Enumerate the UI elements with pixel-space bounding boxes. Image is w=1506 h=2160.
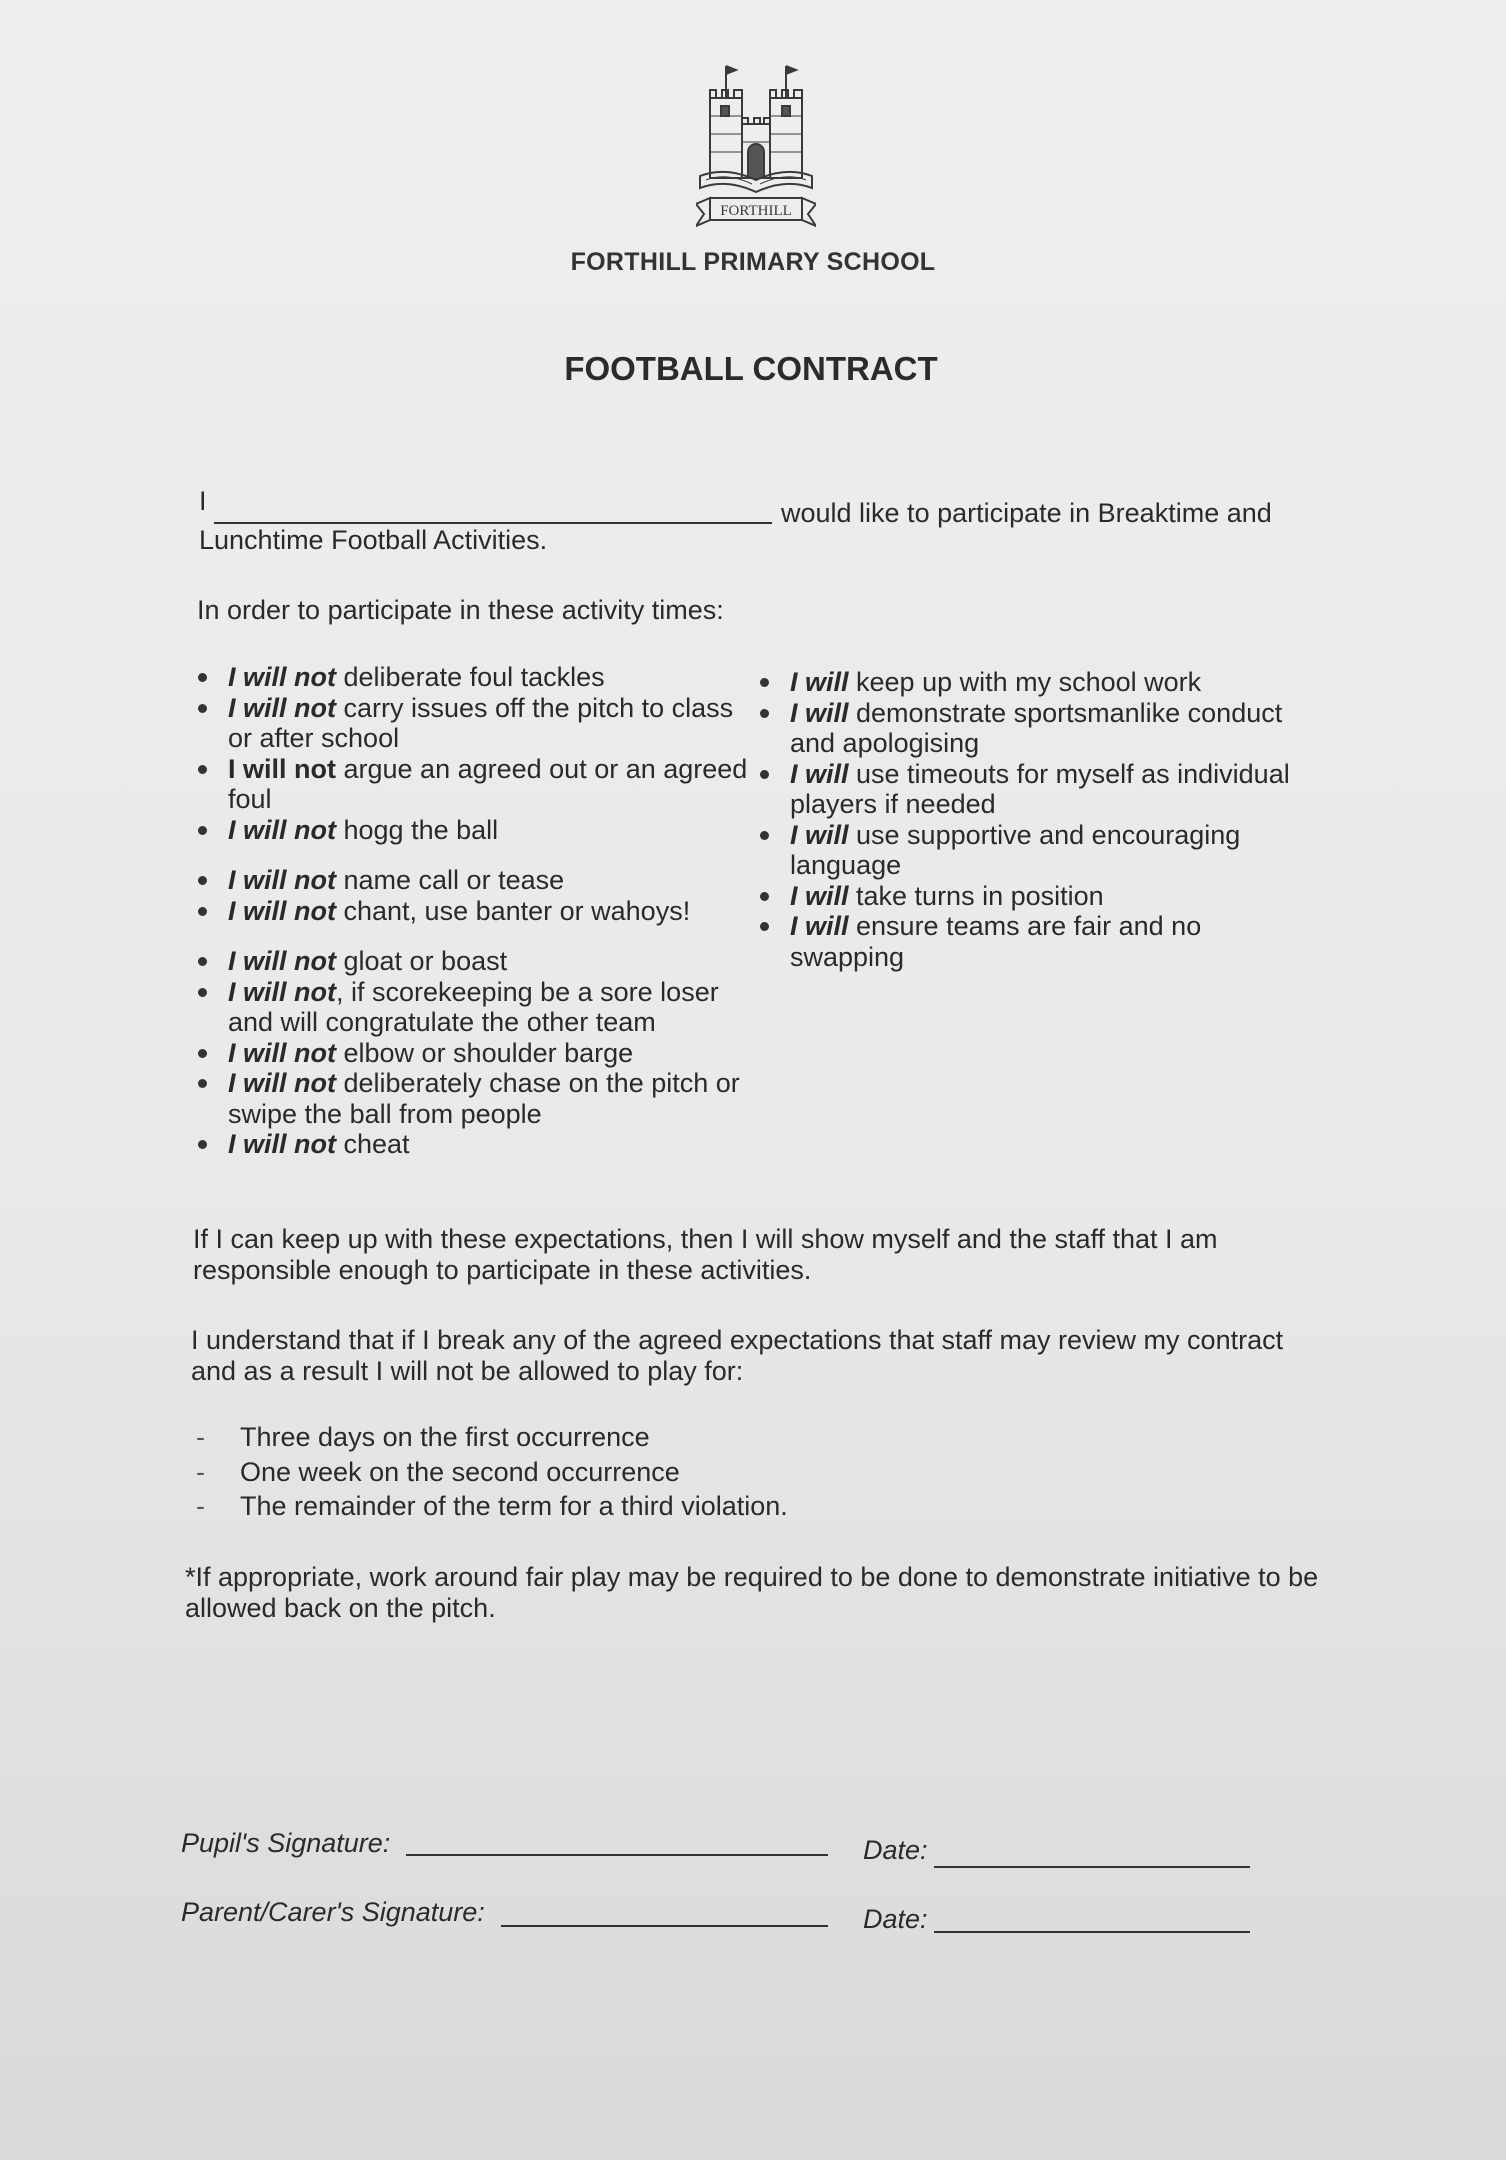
intro-pronoun: I	[199, 486, 207, 516]
document-title: FOOTBALL CONTRACT	[564, 350, 938, 387]
list-item: I will not carry issues off the pitch to class or after school	[198, 693, 758, 754]
list-item: I will not cheat	[198, 1129, 758, 1160]
parent-signature-row	[181, 1897, 1281, 1937]
list-item: - The remainder of the term for a third violation.	[196, 1489, 788, 1524]
school-name: FORTHILL PRIMARY SCHOOL	[570, 248, 936, 276]
parent-signature-field[interactable]	[501, 1901, 828, 1927]
pupil-date-label: Date:	[863, 1835, 928, 1865]
pupil-signature-row	[181, 1828, 1281, 1868]
list-item: I will not name call or tease	[198, 865, 758, 896]
intro-text: would like to participate in Breaktime and	[781, 498, 1272, 528]
pupil-signature-field[interactable]	[406, 1830, 828, 1856]
list-item: I will ensure teams are fair and no swapping	[760, 911, 1320, 972]
penalties-list	[196, 1420, 788, 1524]
consequences-paragraph: I understand that if I break any of the agreed expectations that staff may review my contract and as a result I will not be allowed to play for:	[191, 1325, 1284, 1386]
list-item: I will not, if scorekeeping be a sore loser and will congratulate the other team	[198, 977, 758, 1038]
list-item: I will take turns in position	[760, 881, 1320, 912]
order-heading: In order to participate in these activity times:	[197, 595, 724, 625]
pupil-name-field[interactable]	[214, 496, 772, 524]
list-item: I will not chant, use banter or wahoys!	[198, 896, 758, 927]
list-item: I will demonstrate sportsmanlike conduct and apologising	[760, 698, 1320, 759]
crest-banner-text: FORTHILL	[720, 203, 792, 219]
school-crest-icon	[696, 58, 816, 234]
list-item: - One week on the second occurrence	[196, 1455, 788, 1490]
rules-will-list	[760, 667, 1320, 972]
list-item: - Three days on the first occurrence	[196, 1420, 788, 1455]
pupil-signature-label: Pupil's Signature:	[181, 1828, 391, 1858]
rules-will-not-list	[198, 662, 758, 1160]
list-item: I will not deliberately chase on the pitch or swipe the ball from people	[198, 1068, 758, 1129]
parent-date-field[interactable]	[934, 1907, 1250, 1933]
expectations-paragraph: If I can keep up with these expectations, then I will show myself and the staff that I am responsible enough to participate in these activities.	[193, 1224, 1218, 1285]
intro-line	[199, 486, 1309, 528]
list-item: I will use timeouts for myself as individual players if needed	[760, 759, 1320, 820]
list-item: I will not hogg the ball	[198, 815, 758, 846]
list-item: I will not deliberate foul tackles	[198, 662, 758, 693]
list-item: I will not argue an agreed out or an agreed foul	[198, 754, 758, 815]
pupil-date-field[interactable]	[934, 1842, 1250, 1868]
parent-signature-label: Parent/Carer's Signature:	[181, 1897, 485, 1927]
list-item: I will not gloat or boast	[198, 946, 758, 977]
list-item: I will use supportive and encouraging language	[760, 820, 1320, 881]
parent-date-label: Date:	[863, 1904, 928, 1934]
fair-play-note: *If appropriate, work around fair play may be required to be done to demonstrate initiative to be allowed back on the pitch.	[185, 1562, 1319, 1623]
intro-text-continued: Lunchtime Football Activities.	[199, 525, 548, 555]
list-item: I will not elbow or shoulder barge	[198, 1038, 758, 1069]
list-item: I will keep up with my school work	[760, 667, 1320, 698]
